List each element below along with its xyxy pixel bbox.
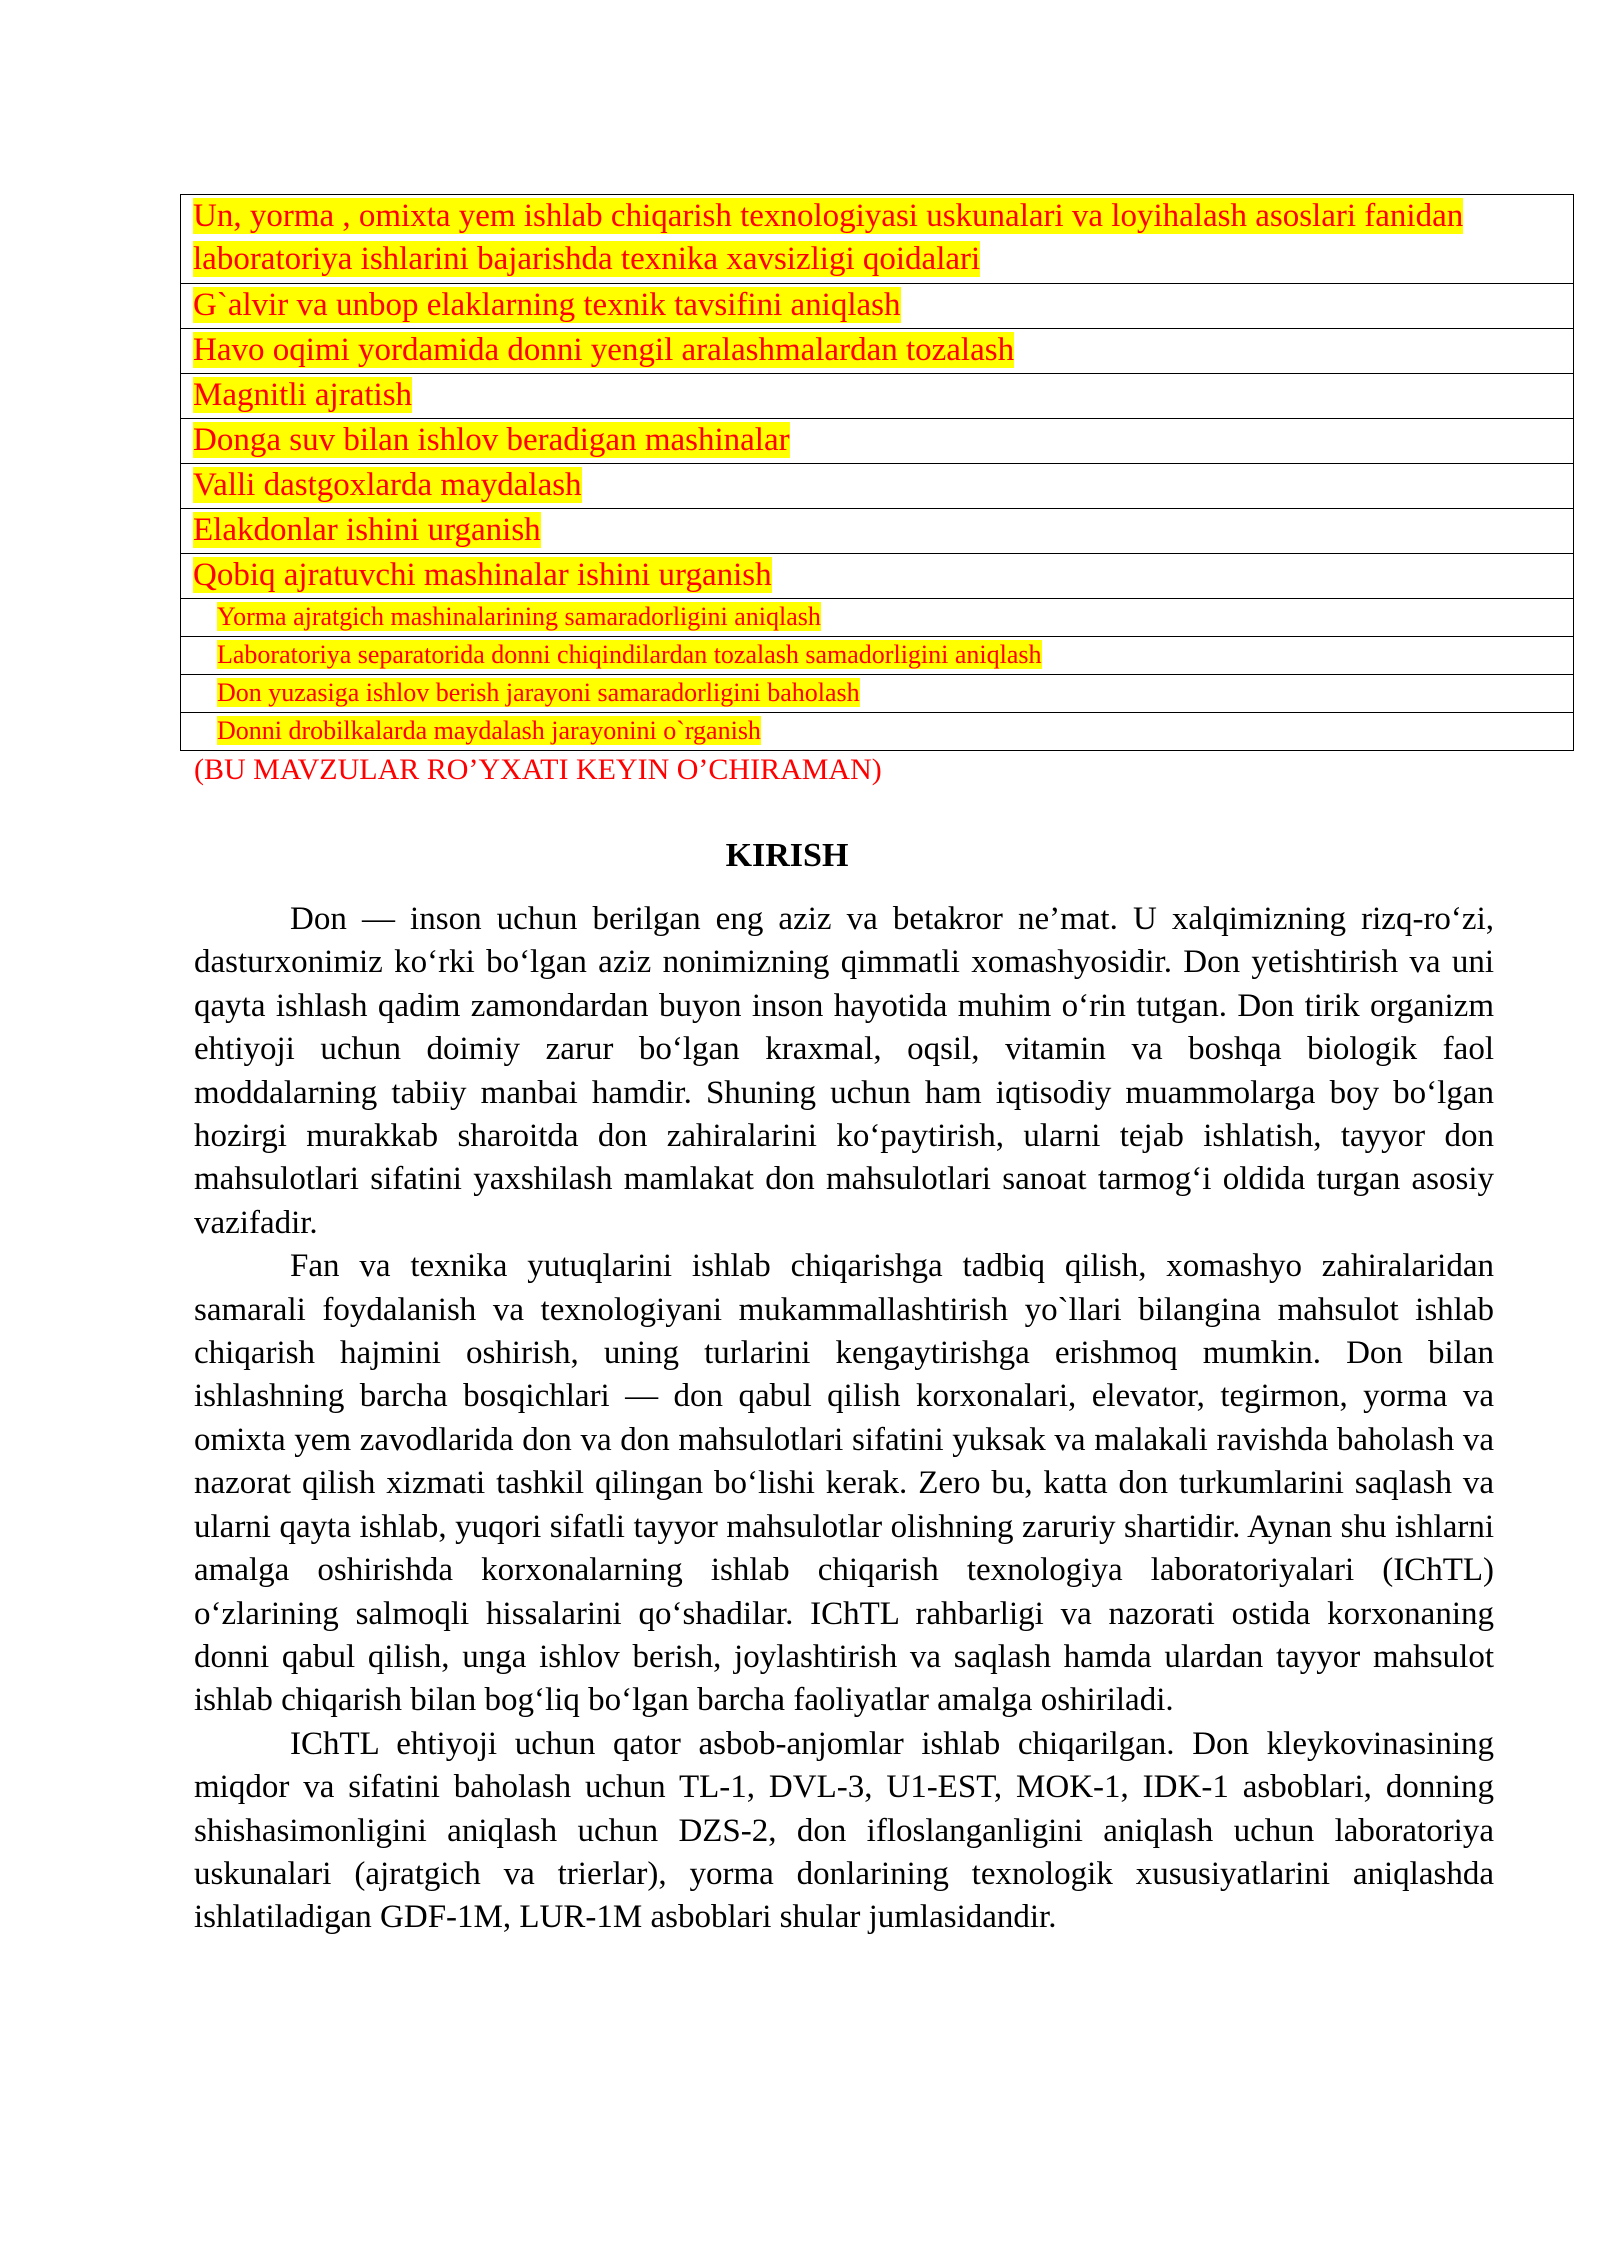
topic-text: Laboratoriya separatorida donni chiqindilardan tozalash samadorligini aniqlash bbox=[217, 640, 1042, 669]
topic-row bbox=[181, 509, 1574, 554]
body-text bbox=[194, 898, 1494, 1940]
topics-table bbox=[180, 194, 1574, 751]
topic-row bbox=[181, 419, 1574, 464]
topic-text: Havo oqimi yordamida donni yengil aralashmalardan tozalash bbox=[193, 332, 1015, 368]
topic-row bbox=[181, 329, 1574, 374]
topic-text: Don yuzasiga ishlov berish jarayoni samaradorligini baholash bbox=[217, 678, 860, 707]
topic-text: Magnitli ajratish bbox=[193, 377, 413, 413]
section-heading: KIRISH bbox=[725, 837, 849, 874]
topic-text: Elakdonlar ishini urganish bbox=[193, 512, 541, 548]
topic-row bbox=[181, 195, 1574, 284]
topic-text: Donni drobilkalarda maydalash jarayonini o`rganish bbox=[217, 716, 761, 745]
topic-text: Valli dastgoxlarda maydalash bbox=[193, 467, 582, 503]
topic-text: Yorma ajratgich mashinalarining samaradorligini aniqlash bbox=[217, 602, 821, 631]
paragraph: IChTL ehtiyoji uchun qator asbob-anjomlar ishlab chiqarilgan. Don kleykovinasining miqdor va sifatini baholash uchun TL-1, DVL-3, U1-EST, MOK-1, IDK-1 asboblari, donning shishasimonligini aniqlash uchun DZS-2, don ifloslanganligini aniqlash uchun laboratoriya uskunalari (ajratgich va trierlar), yorma donlarining texnologik xususiyatlarini aniqlashda ishlatiladigan GDF-1M, LUR-1M asboblari shular jumlasidandir. bbox=[194, 1725, 1494, 1936]
topic-text: Qobiq ajratuvchi mashinalar ishini urganish bbox=[193, 557, 772, 593]
topic-row bbox=[181, 637, 1574, 675]
topic-text: Un, yorma , omixta yem ishlab chiqarish texnologiyasi uskunalari va loyihalash asoslari fanidan laboratoriya ishlarini bajarishda texnika xavsizligi qoidalari bbox=[193, 198, 1464, 277]
topic-row bbox=[181, 374, 1574, 419]
topic-text: Donga suv bilan ishlov beradigan mashinalar bbox=[193, 422, 790, 458]
topic-row bbox=[181, 599, 1574, 637]
topic-text: G`alvir va unbop elaklarning texnik tavsifini aniqlash bbox=[193, 287, 901, 323]
topic-row bbox=[181, 713, 1574, 751]
paragraph: Don — inson uchun berilgan eng aziz va betakror ne’mat. U xalqimizning rizq-ro‘zi, dasturxonimiz ko‘rki bo‘lgan aziz nonimizning qimmatli xomashyosidir. Don yetishtirish va uni qayta ishlash qadim zamondardan buyon inson hayotida muhim o‘rin tutgan. Don tirik organizm ehtiyoji uchun doimiy zarur bo‘lgan kraxmal, oqsil, vitamin va boshqa biologik faol moddalarning tabiiy manbai hamdir. Shuning uchun ham iqtisodiy muammolarga boy bo‘lgan hozirgi murakkab sharoitda don zahiralarini ko‘paytirish, ularni tejab ishlatish, tayyor don mahsulotlari sifatini yaxshilash mamlakat don mahsulotlari sanoat tarmog‘i oldida turgan asosiy vazifadir. bbox=[194, 901, 1494, 1241]
topic-row bbox=[181, 464, 1574, 509]
editor-note: (BU MAVZULAR RO’YXATI KEYIN O’CHIRAMAN) bbox=[194, 753, 882, 786]
topic-row bbox=[181, 675, 1574, 713]
topic-row bbox=[181, 554, 1574, 599]
paragraph: Fan va texnika yutuqlarini ishlab chiqarishga tadbiq qilish, xomashyo zahiralaridan samarali foydalanish va texnologiyani mukammallashtirish yo`llari bilangina mahsulot ishlab chiqarish hajmini oshirish, uning turlarini kengaytirishga erishmoq mumkin. Don bilan ishlashning barcha bosqichlari — don qabul qilish korxonalari, elevator, tegirmon, yorma va omixta yem zavodlarida don va don mahsulotlari sifatini yuksak va malakali ravishda baholash va nazorat qilish xizmati tashkil qilingan bo‘lishi kerak. Zero bu, katta don turkumlarini saqlash va ularni qayta ishlab, yuqori sifatli tayyor mahsulotlar olishning zaruriy shartidir. Aynan shu ishlarni amalga oshirishda korxonalarning ishlab chiqarish texnologiya laboratoriyalari (IChTL) o‘zlarining salmoqli hissalarini qo‘shadilar. IChTL rahbarligi va nazorati ostida korxonaning donni qabul qilish, unga ishlov berish, joylashtirish va saqlash hamda ulardan tayyor mahsulot ishlab chiqarish bilan bog‘liq bo‘lgan barcha faoliyatlar amalga oshiriladi. bbox=[194, 1248, 1494, 1719]
topic-row bbox=[181, 284, 1574, 329]
